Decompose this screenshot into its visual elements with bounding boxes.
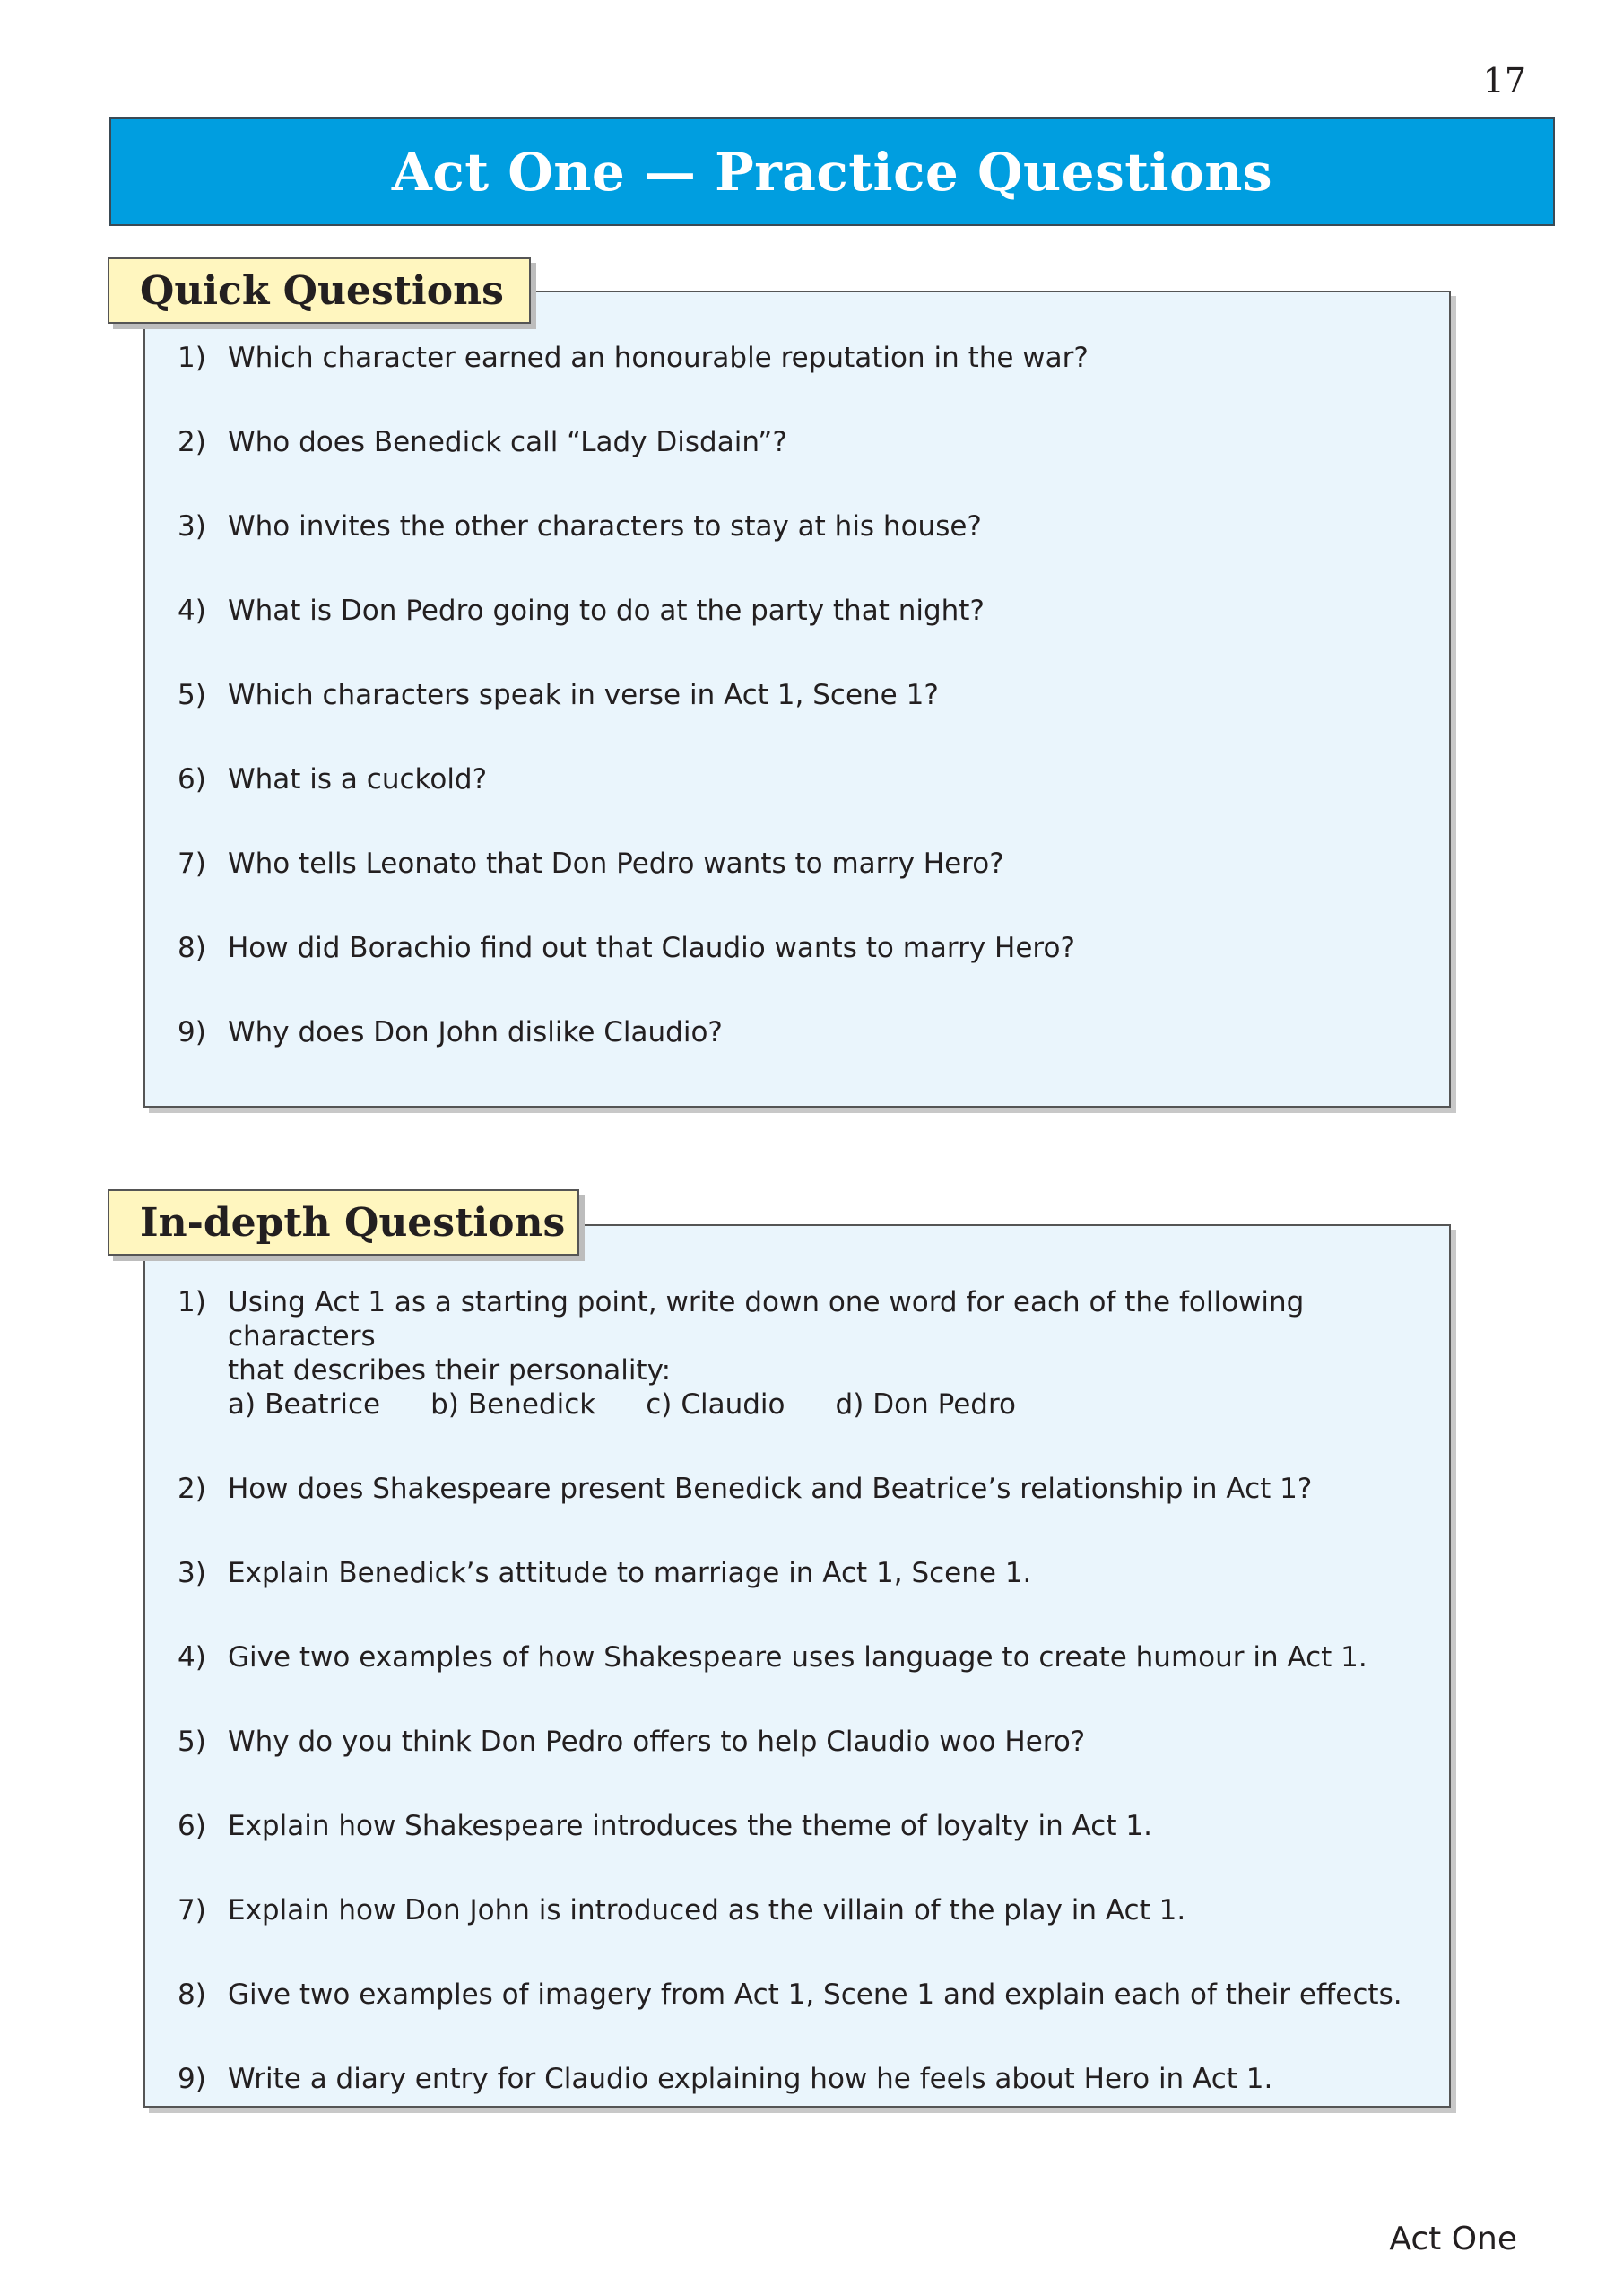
- page-title: Act One — Practice Questions: [391, 141, 1273, 203]
- quick-questions-list: [178, 341, 1417, 1100]
- question-text: Who invites the other characters to stay at his house?: [228, 510, 982, 543]
- question-text: Which characters speak in verse in Act 1, Scene 1?: [228, 679, 939, 711]
- question-item: [178, 425, 1417, 459]
- question-item: [178, 1978, 1417, 2012]
- question-text: Using Act 1 as a starting point, write down one word for each of the following characters: [228, 1286, 1305, 1352]
- question-text: Why does Don John dislike Claudio?: [228, 1016, 723, 1048]
- option-name: Claudio: [681, 1388, 785, 1421]
- option-letter: b): [430, 1388, 459, 1421]
- option-letter: d): [835, 1388, 864, 1421]
- question-number: 8): [178, 932, 206, 964]
- section-heading: Quick Questions: [140, 267, 504, 314]
- indepth-questions-panel: [143, 1224, 1451, 2108]
- quick-questions-label: [108, 257, 531, 324]
- question-number: 1): [178, 1286, 206, 1318]
- option-name: Beatrice: [265, 1388, 381, 1421]
- question-item: [178, 931, 1417, 965]
- question-item: [178, 678, 1417, 712]
- question-text: Which character earned an honourable reputation in the war?: [228, 342, 1089, 374]
- question-text: Explain how Don John is introduced as the villain of the play in Act 1.: [228, 1894, 1186, 1926]
- question-text: What is Don Pedro going to do at the party that night?: [228, 595, 985, 627]
- option-item: [430, 1387, 604, 1422]
- question-number: 3): [178, 1557, 206, 1589]
- question-text: Who tells Leonato that Don Pedro wants to marry Hero?: [228, 848, 1004, 880]
- character-options: [228, 1387, 1417, 1422]
- question-item: [178, 762, 1417, 796]
- question-item: [178, 509, 1417, 544]
- question-text: Why do you think Don Pedro offers to help Claudio woo Hero?: [228, 1726, 1086, 1758]
- question-item: [178, 1556, 1417, 1590]
- question-number: 5): [178, 1726, 206, 1758]
- indepth-questions-label: [108, 1189, 579, 1256]
- option-item: [228, 1387, 389, 1422]
- question-text: Write a diary entry for Claudio explaining how he feels about Hero in Act 1.: [228, 2063, 1273, 2095]
- question-number: 4): [178, 595, 206, 627]
- question-number: 4): [178, 1641, 206, 1674]
- question-number: 2): [178, 426, 206, 458]
- option-name: Benedick: [467, 1388, 596, 1421]
- question-number: 9): [178, 2063, 206, 2095]
- question-number: 5): [178, 679, 206, 711]
- quick-questions-panel: [143, 291, 1451, 1108]
- question-item: [178, 1472, 1417, 1506]
- page-number: 17: [1482, 61, 1526, 100]
- question-text: Explain Benedick’s attitude to marriage in Act 1, Scene 1.: [228, 1557, 1032, 1589]
- option-item: [646, 1387, 794, 1422]
- question-item: [178, 1015, 1417, 1049]
- option-name: Don Pedro: [872, 1388, 1017, 1421]
- question-text: What is a cuckold?: [228, 763, 488, 796]
- question-text: Explain how Shakespeare introduces the theme of loyalty in Act 1.: [228, 1810, 1152, 1842]
- question-text: Give two examples of imagery from Act 1, Scene 1 and explain each of their effects.: [228, 1979, 1402, 2011]
- question-text: Give two examples of how Shakespeare uses language to create humour in Act 1.: [228, 1641, 1367, 1674]
- question-item: [178, 1725, 1417, 1759]
- question-number: 7): [178, 1894, 206, 1926]
- question-item: [178, 847, 1417, 881]
- question-item: [178, 2062, 1417, 2096]
- question-number: 6): [178, 1810, 206, 1842]
- option-item: [836, 1387, 1026, 1422]
- question-number: 1): [178, 342, 206, 374]
- question-number: 7): [178, 848, 206, 880]
- question-number: 2): [178, 1473, 206, 1505]
- question-item: [178, 1809, 1417, 1843]
- question-item: [178, 1893, 1417, 1927]
- question-item: [178, 341, 1417, 375]
- question-text: How does Shakespeare present Benedick and Beatrice’s relationship in Act 1?: [228, 1473, 1313, 1505]
- question-text-continued: that describes their personality:: [228, 1354, 672, 1387]
- question-number: 9): [178, 1016, 206, 1048]
- question-text: Who does Benedick call “Lady Disdain”?: [228, 426, 787, 458]
- question-text: How did Borachio find out that Claudio wants to marry Hero?: [228, 932, 1075, 964]
- question-item: [178, 1640, 1417, 1674]
- title-banner: [109, 117, 1555, 226]
- option-letter: a): [228, 1388, 256, 1421]
- question-item: [178, 1285, 1417, 1422]
- section-heading: In-depth Questions: [140, 1199, 566, 1246]
- footer-section-label: Act One: [1389, 2221, 1517, 2257]
- question-number: 6): [178, 763, 206, 796]
- question-item: [178, 594, 1417, 628]
- indepth-questions-list: [178, 1285, 1417, 2146]
- question-number: 3): [178, 510, 206, 543]
- question-number: 8): [178, 1979, 206, 2011]
- option-letter: c): [646, 1388, 673, 1421]
